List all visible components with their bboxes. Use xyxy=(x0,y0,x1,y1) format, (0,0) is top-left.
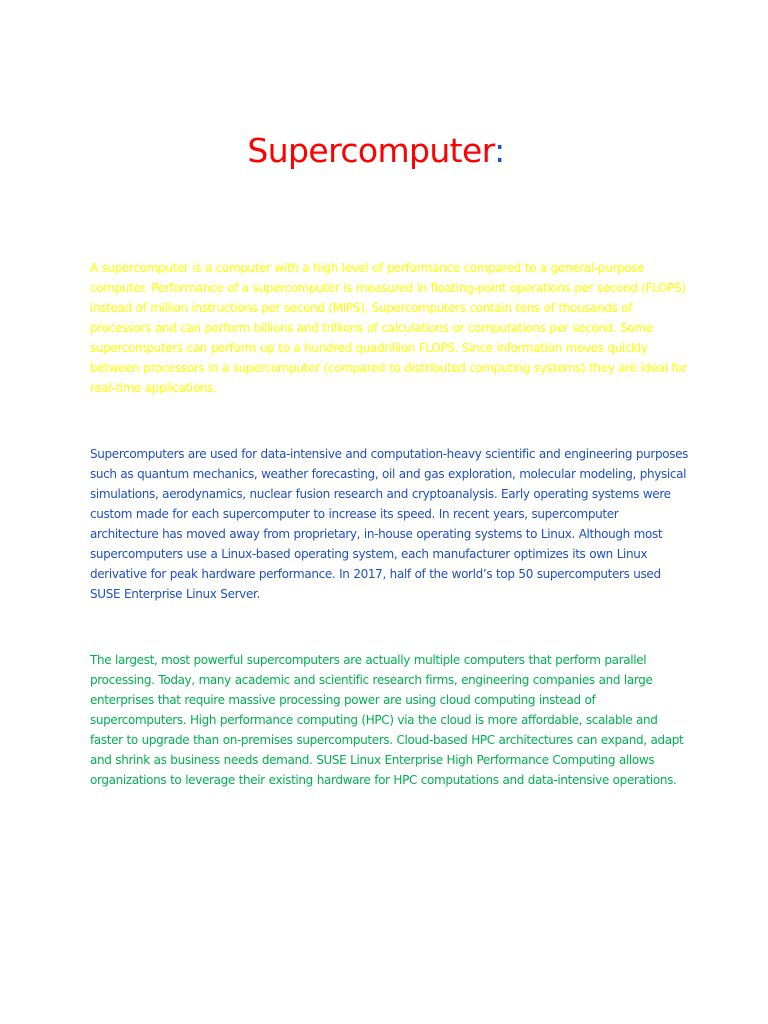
paragraph-cloud-hpc: The largest, most powerful supercomputers are actually multiple computers that perform parallel processing. Today, many academic and scientific research firms, engineering companies and large enterprises that require massive processing power are using cloud computing instead of supercomputers. High performance computing (HPC) via the cloud is more affordable, scalable and faster to upgrade than on-premises supercomputers. Cloud-based HPC architectures can expand, adapt and shrink as business needs demand. SUSE Linux Enterprise High Performance Computing allows organizations to leverage their existing hardware for HPC computations and data-intensive operations. xyxy=(90,653,684,787)
title-text: Supercomputer xyxy=(247,131,495,170)
paragraph-definition: A supercomputer is a computer with a high level of performance compared to a general-purpose computer. Performance of a supercomputer is measured in floating-point operations per second (FLOPS) instead of million instructions per second (MIPS). Supercomputers contain tens of thousands of processors and can perform billions and trillions of calculations or computations per second. Some supercomputers can perform up to a hundred quadrillion FLOPS. Since information moves quickly between processors in a supercomputer (compared to distributed computing systems) they are ideal for real-time applications. xyxy=(90,261,687,395)
page-title xyxy=(0,127,752,175)
title-colon: : xyxy=(494,131,505,170)
paragraph-uses: Supercomputers are used for data-intensive and computation-heavy scientific and engineering purposes such as quantum mechanics, weather forecasting, oil and gas exploration, molecular modeling, physical simulations, aerodynamics, nuclear fusion research and cryptoanalysis. Early operating systems were custom made for each supercomputer to increase its speed. In recent years, supercomputer architecture has moved away from proprietary, in-house operating systems to Linux. Although most supercomputers use a Linux-based operating system, each manufacturer optimizes its own Linux derivative for peak hardware performance. In 2017, half of the world’s top 50 supercomputers used SUSE Enterprise Linux Server. xyxy=(90,447,689,601)
